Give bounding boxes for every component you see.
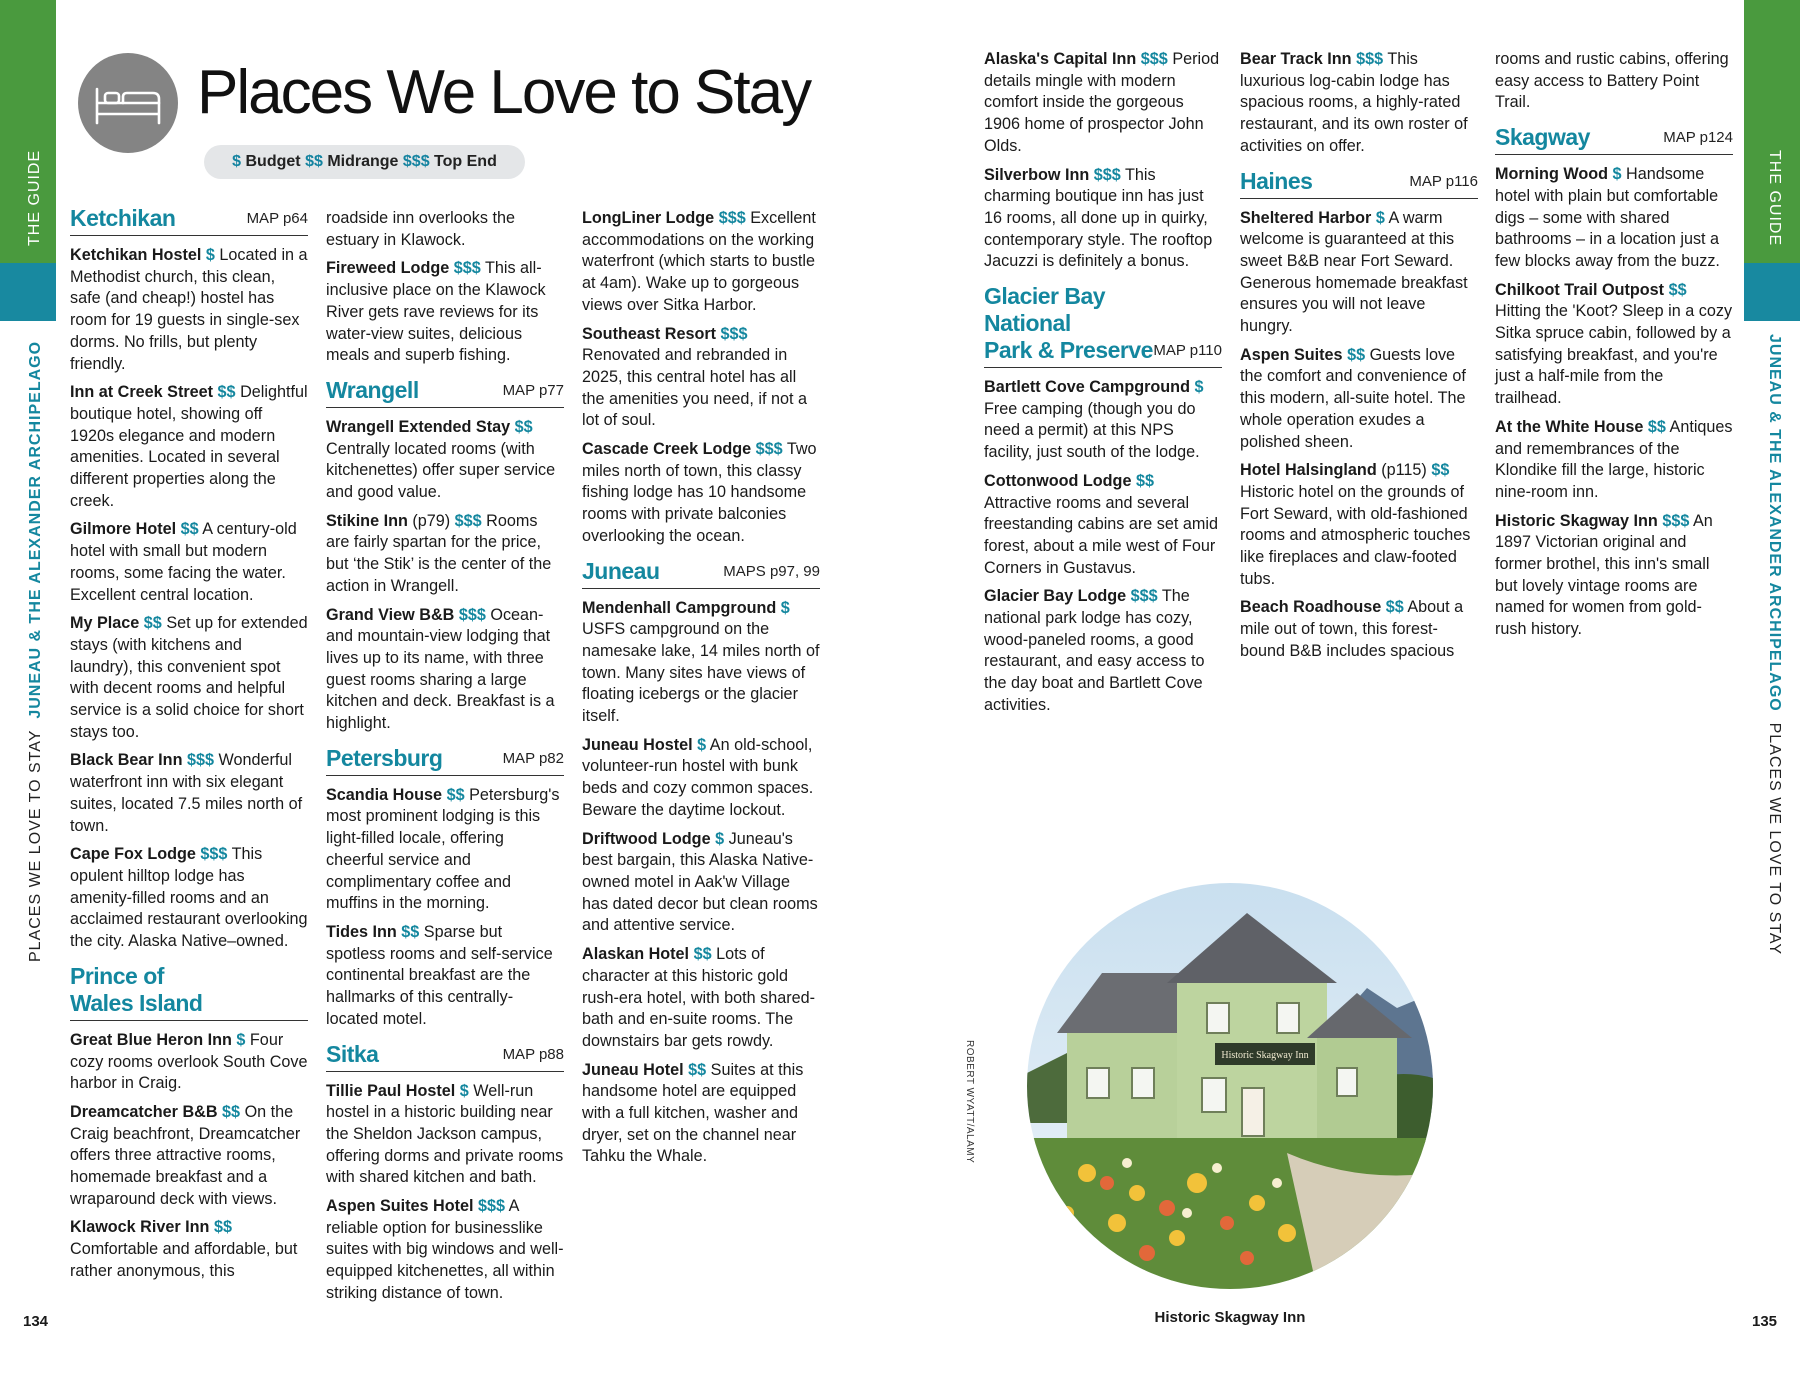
listing: Aspen Suites Hotel $$$ A reliable option for businesslike suites with big windows and well-equipped kitchenettes, all within striking distance of town.	[326, 1197, 564, 1302]
listing: Inn at Creek Street $$ Delightful boutique hotel, showing off 1920s elegance and modern amenities. Located in several different properties along the creek.	[70, 383, 308, 510]
column-3	[582, 208, 820, 1168]
listing: Driftwood Lodge $ Juneau's best bargain, this Alaska Native-owned motel in Aak'w Village has dated decor but clean rooms and attentive service.	[582, 829, 818, 935]
column-4	[984, 49, 1222, 717]
listing: Juneau Hotel $$ Suites at this handsome hotel are equipped with a full kitchen, washer and dryer, set on the channel near Tahku the Whale.	[582, 1060, 804, 1166]
column-5	[1240, 49, 1478, 663]
page-title: Places We Love to Stay	[197, 58, 811, 127]
listing: Cottonwood Lodge $$ Attractive rooms and several freestanding cabins are set amid forest, about a mile west of Four Corners in Gustavus.	[984, 471, 1218, 577]
left-running-title: PLACES WE LOVE TO STAY	[27, 729, 44, 962]
bed-icon	[78, 53, 178, 153]
listing: Gilmore Hotel $$ A century-old hotel with small but modern rooms, some facing the water. Excellent central location.	[70, 520, 297, 604]
section-skagway: Skagway MAP p124	[1495, 124, 1733, 155]
listing: LongLiner Lodge $$$ Excellent accommodations on the working waterfront (which starts to bustle at 4am). Wake up to gorgeous views over Sitka Harbor.	[582, 209, 816, 314]
listing: Bartlett Cove Campground $ Free camping (though you do need a permit) at this NPS facility, just south of the lodge.	[984, 378, 1204, 462]
listing: Dreamcatcher B&B $$ On the Craig beachfront, Dreamcatcher offers three attractive rooms, homemade breakfast and a wraparound deck with views.	[70, 1102, 301, 1208]
listing: Beach Roadhouse $$ About a mile out of town, this forest-bound B&B includes spacious	[1240, 598, 1464, 660]
listing: Ketchikan Hostel $ Located in a Methodist church, this clean, safe (and cheap!) hostel has room for 19 guests in single-sex dorms. No frills, but plenty friendly.	[70, 246, 308, 373]
listing: Southeast Resort $$$ Renovated and rebranded in 2025, this central hotel has all the amenities you need, if not a lot of soul.	[582, 324, 807, 430]
page-number-left: 134	[23, 1313, 49, 1330]
column-1	[70, 205, 308, 1283]
left-tab-label: THE GUIDE	[26, 149, 43, 246]
listing: Mendenhall Campground $ USFS campground on the namesake lake, 14 miles north of town. Many sites have views of floating icebergs or the glacier itself.	[582, 598, 820, 726]
listing: Scandia House $$ Petersburg's most prominent lodging is this light-filled locale, offering cheerful service and complimentary coffee and muffins in the morning.	[326, 785, 560, 913]
listing: My Place $$ Set up for extended stays (with kitchens and laundry), this convenient spot with decent rooms and helpful service is a solid choice for short stays too.	[70, 614, 308, 741]
listing: Glacier Bay Lodge $$$ The national park lodge has cozy, wood-paneled rooms, a good restaurant, and easy access to the day boat and Bartlett Cove activities.	[984, 587, 1205, 714]
listing: At the White House $$ Antiques and remembrances of the Klondike fill the large, historic nine-room inn.	[1495, 417, 1733, 501]
right-running-head	[1765, 334, 1783, 955]
left-chapter-title: JUNEAU & THE ALEXANDER ARCHIPELAGO	[27, 340, 44, 719]
section-haines: Haines MAP p116	[1240, 168, 1478, 199]
right-chapter-title: JUNEAU & THE ALEXANDER ARCHIPELAGO	[1766, 334, 1783, 712]
price-legend: $ Budget $$ Midrange $$$ Top End	[204, 145, 525, 179]
right-tab-chapter	[1744, 263, 1800, 321]
inn-sign: Historic Skagway Inn	[1221, 1050, 1309, 1061]
listing: Hotel Halsingland (p115) $$ Historic hotel on the grounds of Fort Seward, with old-fashioned rooms and atmospheric touches like fireplaces and claw-footed tubs.	[1240, 461, 1471, 588]
section-glacier-bay: Glacier Bay National Park & Preserve MAP p110	[984, 283, 1222, 368]
photo-caption: Historic Skagway Inn	[1154, 1309, 1306, 1326]
right-running-title: PLACES WE LOVE TO STAY	[1766, 722, 1783, 956]
listing: Stikine Inn (p79) $$$ Rooms are fairly spartan for the price, but ‘the Stik’ is the center of the action in Wrangell.	[326, 511, 552, 595]
listing: Aspen Suites $$ Guests love the comfort and convenience of this modern, all-suite hotel. The whole operation exudes a polished sheen.	[1240, 345, 1466, 451]
page-number-right: 135	[1752, 1313, 1778, 1330]
listing: Tillie Paul Hostel $ Well-run hostel in a historic building near the Sheldon Jackson campus, offering dorms and private rooms with shared kitchen and bath.	[326, 1081, 564, 1187]
section-juneau: Juneau MAPS p97, 99	[582, 558, 820, 589]
listing-continued: rooms and rustic cabins, offering easy access to Battery Point Trail.	[1495, 50, 1729, 112]
listing: Juneau Hostel $ An old-school, volunteer-run hostel with bunk beds and cozy common spaces. Beware the daytime lockout.	[582, 735, 814, 819]
listing: Black Bear Inn $$$ Wonderful waterfront inn with six elegant suites, located 7.5 miles north of town.	[70, 751, 303, 835]
left-tab-chapter	[0, 263, 56, 321]
column-6	[1495, 49, 1733, 641]
right-tab-label: THE GUIDE	[1766, 150, 1783, 247]
listing: Cascade Creek Lodge $$$ Two miles north of town, this classy fishing lodge has 10 handsome rooms with private balconies overlooking the ocean.	[582, 440, 817, 545]
listing: Morning Wood $ Handsome hotel with plain but comfortable digs – some with shared bathrooms – in a location just a few blocks away from the buzz.	[1495, 165, 1720, 270]
section-ketchikan: Ketchikan MAP p64	[70, 205, 308, 236]
listing: Grand View B&B $$$ Ocean- and mountain-view lodging that lives up to its name, with three guest rooms sharing a large kitchen and deck. Breakfast is a highlight.	[326, 605, 555, 733]
listing-continued: roadside inn overlooks the estuary in Klawock.	[326, 209, 515, 249]
column-2	[326, 208, 564, 1305]
listing: Tides Inn $$ Sparse but spotless rooms and self-service continental breakfast are the hallmarks of this centrally-located motel.	[326, 922, 553, 1028]
listing: Cape Fox Lodge $$$ This opulent hilltop lodge has amenity-filled rooms and an acclaimed restaurant overlooking the city. Alaska Native–owned.	[70, 845, 308, 951]
section-prince-of-wales: Prince of Wales Island	[70, 963, 308, 1021]
section-wrangell: Wrangell MAP p77	[326, 377, 564, 408]
listing: Sheltered Harbor $ A warm welcome is guaranteed at this sweet B&B near Fort Seward. Generous homemade breakfast ensures you will not leave hungry.	[1240, 208, 1468, 336]
photo-credit: ROBERT WYATT/ALAMY	[964, 1040, 975, 1164]
listing: Wrangell Extended Stay $$ Centrally located rooms (with kitchenettes) offer super service and good value.	[326, 417, 556, 502]
left-running-head	[27, 341, 45, 962]
listing: Great Blue Heron Inn $ Four cozy rooms overlook South Cove harbor in Craig.	[70, 1030, 308, 1093]
inn-photo	[1027, 883, 1433, 1289]
listing: Bear Track Inn $$$ This luxurious log-cabin lodge has spacious rooms, a highly-rated restaurant, and its own roster of activities on offer.	[1240, 50, 1468, 155]
listing: Chilkoot Trail Outpost $$ Hitting the 'Koot? Sleep in a cozy Sitka spruce cabin, followed by a satisfying breakfast, and you're just a half-mile from the trailhead.	[1495, 280, 1733, 408]
listing: Alaska's Capital Inn $$$ Period details mingle with modern comfort inside the gorgeous 1906 home of prospector John Olds.	[984, 50, 1220, 155]
listing: Alaskan Hotel $$ Lots of character at this historic gold rush-era hotel, with both shared-bath and en-suite rooms. The downstairs bar gets rowdy.	[582, 945, 816, 1050]
listing: Klawock River Inn $$ Comfortable and affordable, but rather anonymous, this	[70, 1218, 298, 1280]
listing: Historic Skagway Inn $$$ An 1897 Victorian original and former brothel, this inn's small but lovely vintage rooms are named for women from gold-rush history.	[1495, 511, 1713, 639]
listing: Fireweed Lodge $$$ This all-inclusive place on the Klawock River gets rave reviews for its water-view suites, delicious meals and superb fishing.	[326, 259, 546, 365]
section-sitka: Sitka MAP p88	[326, 1041, 564, 1072]
listing: Silverbow Inn $$$ This charming boutique inn has just 16 rooms, all done up in quirky, contemporary style. The rooftop Jacuzzi is definitely a bonus.	[984, 165, 1213, 271]
section-petersburg: Petersburg MAP p82	[326, 745, 564, 776]
